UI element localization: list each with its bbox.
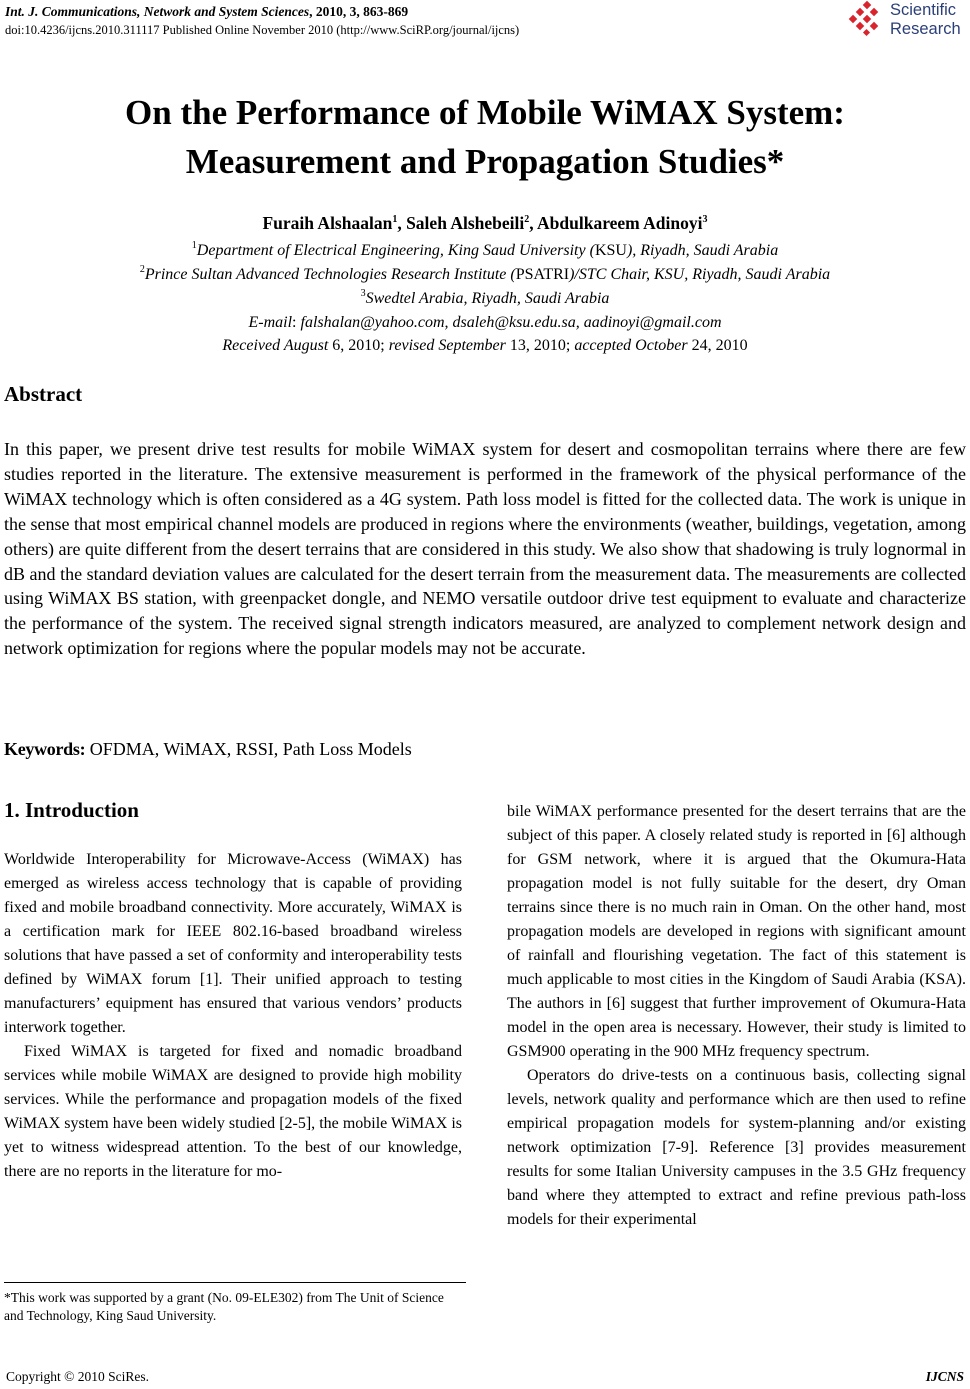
footnote-divider — [4, 1282, 466, 1283]
copyright: Copyright © 2010 SciRes. — [6, 1369, 150, 1384]
section-heading-introduction: 1. Introduction — [4, 798, 139, 822]
publisher-logo — [848, 0, 966, 44]
publication-dates: Received August 6, 2010; revised September 13, 2010; accepted October 24, 2010 — [222, 337, 748, 354]
journal-citation — [5, 4, 408, 20]
author-affiliation-mark: 3 — [702, 214, 708, 225]
paper-title-line2: Measurement and Propagation Studies* — [185, 142, 785, 181]
author-name: Furaih Alshaalan — [262, 213, 393, 233]
keywords — [4, 739, 412, 760]
affiliation-3: $^3$Swedtel Arabia, Riyadh, Saudi Arabia — [360, 288, 610, 307]
footnote: *This work was supported by a grant (No. 09-ELE302) from The Unit of Science and Technology, King Saud University. — [4, 1290, 444, 1323]
author-affiliation-mark: 1 — [392, 214, 398, 225]
journal-name: Int. J. Communications, Network and System Sciences — [5, 4, 310, 19]
author-emails: E-mail: falshalan@yahoo.com, dsaleh@ksu.edu.sa, aadinoyi@gmail.com — [248, 314, 722, 331]
abstract-text: In this paper, we present drive test results for mobile WiMAX system for desert and cosmopolitan terrains where there are few studies reported in the literature. The extensive measurement is performed in the framework of the physical performance of the WiMAX technology which is often considered as a 4G system. Path loss model is fitted for the collected data. The work is unique in the sense that most empirical channel models are produced in regions where the environments (weather, buildings, vegetation, among others) are quite different from the desert terrains that are considered in this study. We also show that shadowing is truly lognormal in dB and the standard deviation values are calculated for the desert terrain from the measurement data. The measurements are collected using WiMAX BS station, with greenpacket dongle, and NEMO versatile outdoor drive test equipment to evaluate and characterize the performance of the system. The received signal strength indicators measured, are analyzed to complement network design and network optimization for regions where the popular models may not be accurate. — [4, 439, 966, 659]
journal-abbreviation: IJCNS — [925, 1369, 964, 1384]
keywords-label: Keywords: — [4, 739, 86, 759]
logo-mark-icon — [848, 1, 884, 37]
keywords-list: OFDMA, WiMAX, RSSI, Path Loss Models — [85, 739, 412, 759]
right-column — [507, 800, 966, 1232]
paragraph: Worldwide Interoperability for Microwave-Access (WiMAX) has emerged as wireless access technology that is capable of providing fixed and mobile broadband connectivity. More accurately, WiMAX is a certification mark for IEEE 802.16-based broadband wireless solutions that have passed a set of conformity and interoperability tests defined by WiMAX forum [1]. Their unified approach to testing manufacturers’ equipment has ensured that various vendors’ products interwork together. — [4, 851, 462, 1036]
logo-text-line2: Research — [890, 20, 961, 38]
paragraph: Operators do drive-tests on a continuous basis, collecting signal levels, network quality and performance which are then used to refine empirical propagation models for system-planning and/or existing network optimization [7-9]. Reference [3] provides measurement results for some Italian University campuses in the 3.5 GHz frequency band where they attempted to extract and refine previous path-loss models for their experimental — [507, 1067, 966, 1228]
paper-title-line1: On the Performance of Mobile WiMAX System: — [125, 93, 845, 132]
logo-text-line1: Scientific — [890, 1, 957, 19]
affiliation-1: $^1$Department of Electrical Engineering, King Saud University (KSU), Riyadh, Saudi Arabia — [191, 240, 779, 259]
author-name: , Saleh Alshebeili — [397, 213, 525, 233]
left-column — [4, 848, 462, 1184]
abstract-heading: Abstract — [4, 382, 83, 406]
affiliation-2: $^2$Prince Sultan Advanced Technologies Research Institute (PSATRI)/STC Chair, KSU, Riyadh, Saudi Arabia — [139, 264, 831, 283]
paragraph: bile WiMAX performance presented for the desert terrains that are the subject of this paper. A closely related study is reported in [6] although for GSM network, where it is argued that the Okumura-Hata propagation model is not fully suitable for the desert, dry Oman terrains since there is no much rain in Oman. On the other hand, most propagation models are developed in regions with significant amount of rainfall and flourishing vegetation. The fact of this statement is much applicable to most cities in the Kingdom of Saudi Arabia (KSA). The authors in [6] suggest that further improvement of Okumura-Hata model in the open area is necessary. However, their study is limited to GSM900 operating in the 900 MHz frequency spectrum. — [507, 803, 966, 1060]
author-name: , Abdulkareem Adinoyi — [529, 213, 703, 233]
author-list — [0, 213, 970, 234]
doi-line: doi:10.4236/ijcns.2010.311117 Published Online November 2010 (http://www.SciRP.org/journal/ijcns) — [5, 23, 520, 37]
author-affiliation-mark: 2 — [524, 214, 530, 225]
email-addresses: falshalan@yahoo.com, dsaleh@ksu.edu.sa, aadinoyi@gmail.com — [300, 314, 722, 331]
paragraph: Fixed WiMAX is targeted for fixed and nomadic broadband services while mobile WiMAX are designed to provide high mobility services. While the performance and propagation models of the fixed WiMAX system have been widely studied [2-5], the mobile WiMAX is yet to witness widespread attention. To the best of our knowledge, there are no reports in the literature for mo- — [4, 1043, 462, 1180]
journal-volume: , 2010, 3, 863-869 — [309, 4, 409, 19]
